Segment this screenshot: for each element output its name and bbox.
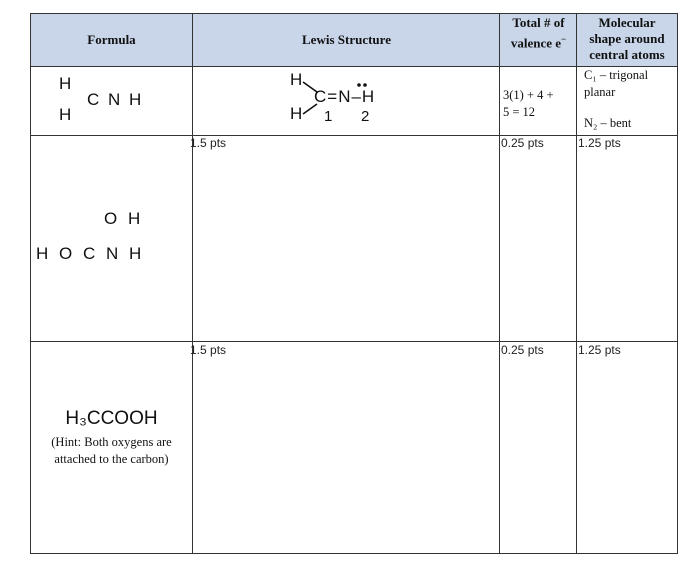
header-shape-line2: shape around: [589, 31, 665, 46]
row3-hint-line1: (Hint: Both oxygens are: [51, 435, 172, 449]
header-lewis: Lewis Structure: [302, 32, 391, 47]
header-valence: [500, 15, 577, 51]
row3-points-valence: 0.25 pts: [501, 343, 544, 357]
header-formula: Formula: [87, 32, 136, 47]
row1-shape-n: N₂ – bent: [584, 116, 632, 130]
row3-formula: H₃CCOOH: [65, 408, 158, 429]
row2-formula: [30, 136, 193, 341]
row3-points-lewis: 1.5 pts: [190, 343, 227, 357]
row1-formula-h-top: H: [59, 74, 72, 93]
lewis-label-1: 1: [324, 108, 333, 125]
row1-shape: [584, 67, 676, 132]
row1-formula-main: C N H: [87, 90, 142, 109]
header-shape-line1: Molecular: [598, 15, 656, 30]
row1-valence-line1: 3(1) + 4 +: [503, 88, 554, 102]
row1-formula-h-bottom: H: [59, 105, 72, 124]
header-valence-line1: Total # of: [512, 15, 565, 30]
lewis-h-bottom: H: [290, 104, 303, 123]
header-valence-line2: valence e−: [510, 34, 567, 51]
row2-formula-top: O H: [104, 209, 141, 228]
header-valence-sup: −: [561, 34, 567, 44]
grid-top: [30, 13, 678, 14]
lewis-c-n-h: C=N–H: [314, 87, 376, 106]
row3-hint-line2: attached to the carbon): [54, 452, 169, 466]
lewis-h-top: H: [290, 70, 303, 89]
row1-shape-c: C₁ – trigonal: [584, 68, 649, 82]
row1-lewis-structure: [193, 66, 500, 135]
row2-formula-main: H O C N H: [36, 244, 142, 263]
row1-valence-line2: 5 = 12: [503, 105, 536, 119]
header-shape: [577, 15, 677, 63]
row1-shape-c2: planar: [584, 85, 616, 99]
row2-points-shape: 1.25 pts: [578, 136, 621, 150]
lone-pair-dot-2: [363, 83, 367, 87]
row1-formula: [30, 66, 193, 135]
row3-hint: [30, 434, 193, 468]
lewis-lone-pair: [356, 82, 368, 88]
header-shape-line3: central atoms: [589, 47, 665, 62]
row3-points-shape: 1.25 pts: [578, 343, 621, 357]
grid-right: [677, 13, 678, 554]
row2-points-valence: 0.25 pts: [501, 136, 544, 150]
row3-formula-cell: [30, 342, 193, 553]
row2-points-lewis: 1.5 pts: [190, 136, 227, 150]
lewis-label-2: 2: [361, 108, 370, 125]
lone-pair-dot-1: [357, 83, 361, 87]
row1-valence: [503, 87, 577, 121]
grid-bottom: [30, 553, 678, 554]
